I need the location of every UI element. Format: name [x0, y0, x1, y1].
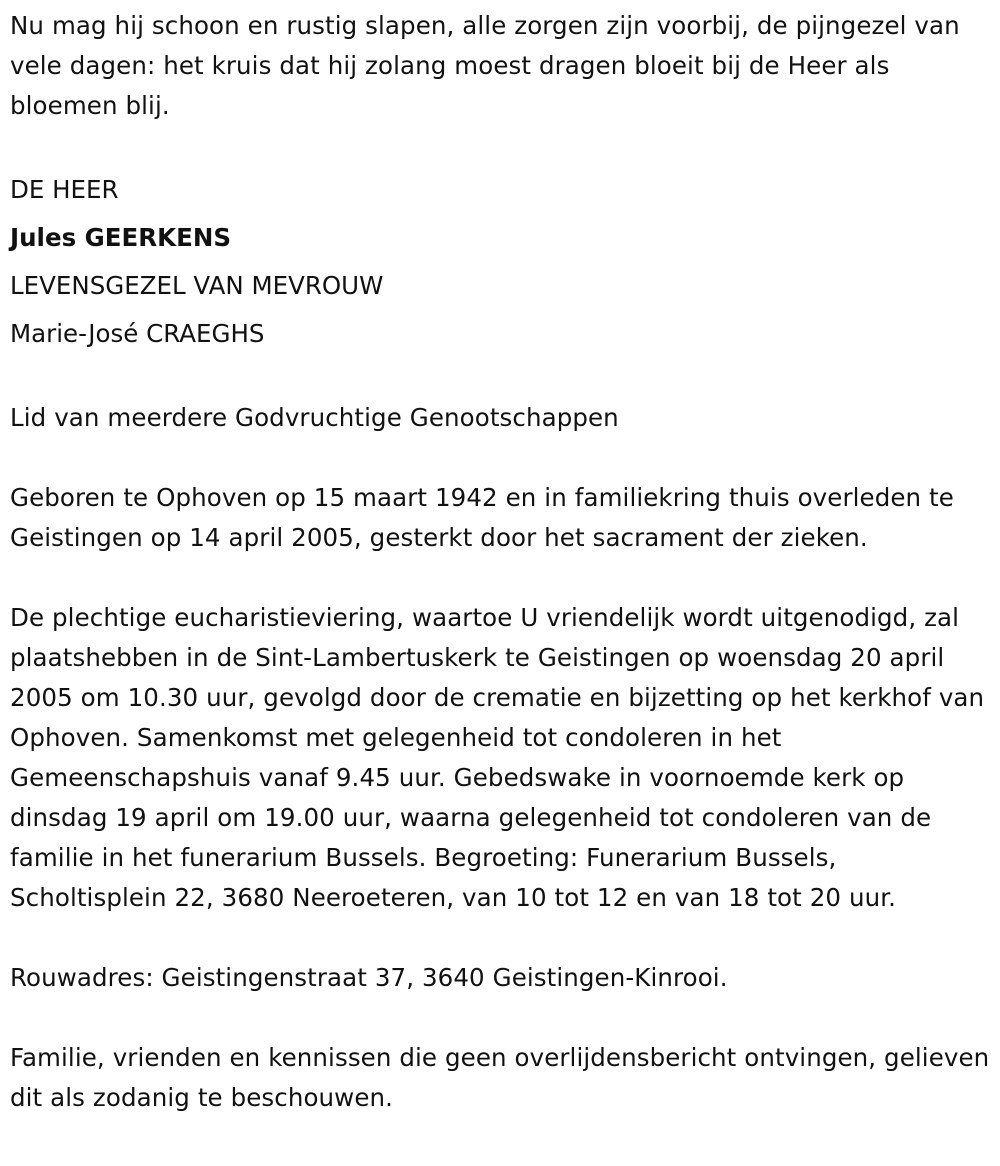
- ceremony-paragraph: De plechtige eucharistieviering, waartoe U vriendelijk wordt uitgenodigd, zal plaatshebben in de Sint-Lambertuskerk te Geistingen op woensdag 20 april 2005 om 10.30 uur, gevolgd door de crematie en bijzetting op het kerkhof van Ophoven. Samenkomst met gelegenheid tot condoleren in het Gemeenschapshuis vanaf 9.45 uur. Gebedswake in voornoemde kerk op dinsdag 19 april om 19.00 uur, waarna gelegenheid tot condoleren van de familie in het funerarium Bussels. Begroeting: Funerarium Bussels, Scholtisplein 22, 3680 Neeroeteren, van 10 tot 12 en van 18 tot 20 uur.: [10, 603, 985, 912]
- birth-death-paragraph: Geboren te Ophoven op 15 maart 1942 en in familiekring thuis overleden te Geistingen op 14 april 2005, gesterkt door het sacrament der zieken.: [10, 483, 954, 552]
- spacer: [10, 558, 994, 598]
- spacer: [10, 918, 994, 958]
- obituary-document: [10, 0, 994, 1118]
- spacer: [10, 998, 994, 1038]
- spacer: [10, 126, 994, 166]
- mourning-address: Rouwadres: Geistingenstraat 37, 3640 Geistingen-Kinrooi.: [10, 963, 728, 992]
- spacer: [10, 358, 994, 398]
- partner-name: Marie-José CRAEGHS: [10, 319, 265, 348]
- closing-paragraph: Familie, vrienden en kennissen die geen overlijdensbericht ontvingen, gelieven dit als zodanig te beschouwen.: [10, 1043, 990, 1112]
- title-line: DE HEER: [10, 175, 119, 204]
- intro-verse: Nu mag hij schoon en rustig slapen, alle zorgen zijn voorbij, de pijngezel van vele dagen: het kruis dat hij zolang moest dragen bloeit bij de Heer als bloemen blij.: [10, 11, 960, 120]
- relation-line: LEVENSGEZEL VAN MEVROUW: [10, 271, 384, 300]
- membership-line: Lid van meerdere Godvruchtige Genootschappen: [10, 403, 619, 432]
- deceased-name: Jules GEERKENS: [10, 223, 232, 252]
- spacer: [10, 438, 994, 478]
